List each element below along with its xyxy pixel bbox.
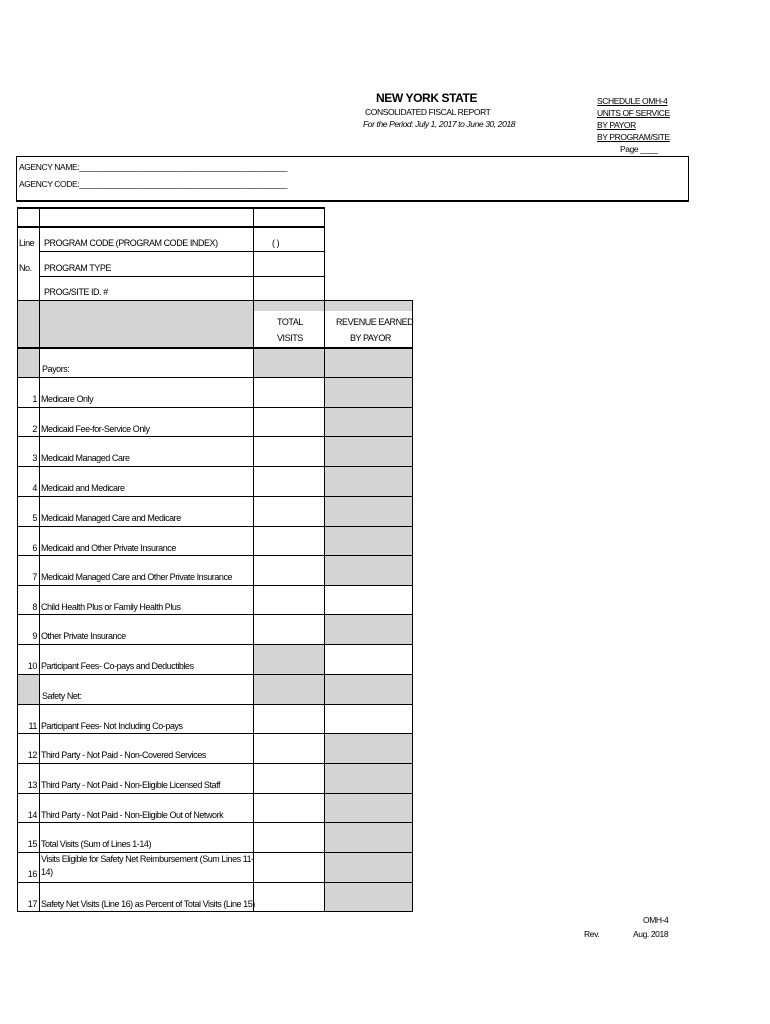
report-state-title: NEW YORK STATE: [376, 91, 478, 105]
schedule-id: SCHEDULE OMH-4: [597, 96, 668, 106]
payors-cells-grey: [253, 347, 412, 377]
revenue-cell[interactable]: [325, 883, 412, 911]
row-number: 4: [32, 483, 37, 493]
rule-bottom: [17, 911, 413, 912]
program-type-label: PROGRAM TYPE: [44, 263, 111, 273]
schedule-by-program: BY PROGRAM/SITE: [597, 132, 670, 142]
payors-line-grey: [17, 347, 39, 377]
row-label: Medicare Only: [41, 394, 94, 404]
prog-site-label: PROG/SITE ID. #: [44, 287, 108, 297]
rule: [17, 347, 413, 349]
row-label: Medicaid Managed Care and Other Private Insurance: [41, 572, 233, 582]
row-label: Safety Net Visits (Line 16) as Percent of Total Visits (Line 15): [41, 899, 255, 909]
row-label: Total Visits (Sum of Lines 1-14): [41, 839, 151, 849]
row-number: 17: [27, 899, 37, 909]
rule: [17, 300, 412, 301]
row-number: 8: [32, 602, 37, 612]
row-number: 10: [27, 661, 37, 671]
revenue-cell[interactable]: [325, 408, 412, 436]
no-header: No.: [19, 263, 32, 273]
safety-line-grey: [17, 674, 39, 704]
row-number: 3: [32, 453, 37, 463]
total-visits-cell[interactable]: [254, 437, 324, 465]
total-visits-cell[interactable]: [254, 497, 324, 525]
revenue-cell[interactable]: [325, 497, 412, 525]
footer-rev-date: Aug. 2018: [633, 929, 669, 939]
row-label: Medicaid and Medicare: [41, 483, 125, 493]
revenue-cell[interactable]: [325, 586, 412, 614]
footer-rev-label: Rev.: [584, 929, 600, 939]
revenue-cell[interactable]: [325, 615, 412, 643]
row-label: Participant Fees- Not Including Co-pays: [41, 721, 183, 731]
row-label: Participant Fees- Co-pays and Deductibles: [41, 661, 194, 671]
row-number: 12: [27, 750, 37, 760]
row-label: Medicaid Managed Care: [41, 453, 130, 463]
total-visits-cell[interactable]: [254, 794, 324, 822]
rule: [39, 276, 325, 277]
row-number: 15: [27, 839, 37, 849]
total-visits-cell[interactable]: [254, 734, 324, 762]
agency-name-field[interactable]: AGENCY NAME:________________________________________________: [19, 162, 287, 172]
revenue-cell[interactable]: [325, 556, 412, 584]
revenue-cell[interactable]: [325, 734, 412, 762]
safety-cells-grey: [253, 674, 412, 704]
row-number: 2: [32, 424, 37, 434]
total-visits-cell[interactable]: [254, 615, 324, 643]
revenue-cell[interactable]: [325, 467, 412, 495]
total-visits-cell[interactable]: [254, 853, 324, 881]
row-label: Medicaid and Other Private Insurance: [41, 543, 176, 553]
col-line-left: [17, 207, 18, 912]
revenue-cell[interactable]: [325, 705, 412, 733]
total-visits-cell[interactable]: [254, 467, 324, 495]
row-label: Medicaid Fee-for-Service Only: [41, 424, 150, 434]
total-visits-cell[interactable]: [254, 378, 324, 406]
row-number: 5: [32, 513, 37, 523]
row-label: Child Health Plus or Family Health Plus: [41, 602, 181, 612]
payors-section-label: Payors:: [42, 364, 70, 374]
rule: [17, 207, 325, 209]
rule: [17, 226, 325, 228]
row-number: 7: [32, 572, 37, 582]
schedule-units: UNITS OF SERVICE: [597, 108, 670, 118]
revenue-cell[interactable]: [325, 378, 412, 406]
col-byp-label: BY PAYOR: [350, 333, 391, 343]
total-visits-cell[interactable]: [254, 764, 324, 792]
total-visits-cell[interactable]: [254, 586, 324, 614]
program-code-input[interactable]: ( ): [272, 238, 280, 248]
total-visits-cell[interactable]: [254, 527, 324, 555]
revenue-cell[interactable]: [325, 645, 412, 673]
revenue-cell[interactable]: [325, 527, 412, 555]
row-number: 9: [32, 631, 37, 641]
col-line-right: [412, 300, 413, 912]
footer-form-id: OMH-4: [643, 915, 669, 925]
row-label-cont: 14): [41, 867, 53, 877]
col-total-label: TOTAL: [277, 317, 303, 327]
row-number: 13: [27, 780, 37, 790]
revenue-cell[interactable]: [325, 853, 412, 881]
row-number: 6: [32, 543, 37, 553]
total-visits-cell[interactable]: [254, 556, 324, 584]
col-visits-label: VISITS: [277, 333, 303, 343]
row-number: 16: [27, 869, 37, 879]
col-revenue-label: REVENUE EARNED: [336, 317, 414, 327]
row-label: Third Party - Not Paid - Non-Covered Services: [41, 750, 206, 760]
page-number: Page ____: [620, 144, 658, 154]
row-number: 11: [28, 721, 37, 731]
row-label: Visits Eligible for Safety Net Reimbursement (Sum Lines 11-: [41, 854, 254, 864]
rule: [39, 251, 325, 252]
revenue-cell[interactable]: [325, 437, 412, 465]
total-visits-cell[interactable]: [254, 705, 324, 733]
safety-net-section-label: Safety Net:: [42, 691, 82, 701]
total-visits-cell[interactable]: [254, 823, 324, 851]
report-period: For the Period: July 1, 2017 to June 30, 2018: [363, 119, 516, 129]
row-rule: [17, 674, 413, 675]
row-label: Third Party - Not Paid - Non-Eligible Licensed Staff: [41, 780, 221, 790]
line-header: Line: [19, 238, 35, 248]
row-label: Other Private Insurance: [41, 631, 126, 641]
row-label: Medicaid Managed Care and Medicare: [41, 513, 181, 523]
agency-code-field[interactable]: AGENCY CODE:________________________________________________: [19, 179, 287, 189]
row-number: 14: [27, 810, 37, 820]
revenue-cell[interactable]: [325, 794, 412, 822]
total-visits-cell[interactable]: [254, 408, 324, 436]
report-subtitle: CONSOLIDATED FISCAL REPORT: [365, 107, 491, 117]
program-code-label: PROGRAM CODE (PROGRAM CODE INDEX): [44, 238, 218, 248]
col-line-label: [39, 207, 40, 912]
total-visits-cell[interactable]: [254, 645, 324, 673]
revenue-cell[interactable]: [325, 823, 412, 851]
row-number: 1: [32, 394, 37, 404]
schedule-by-payor: BY PAYOR: [597, 120, 636, 130]
total-visits-cell[interactable]: [254, 883, 324, 911]
revenue-cell[interactable]: [325, 764, 412, 792]
row-label: Third Party - Not Paid - Non-Eligible Out of Network: [41, 810, 224, 820]
